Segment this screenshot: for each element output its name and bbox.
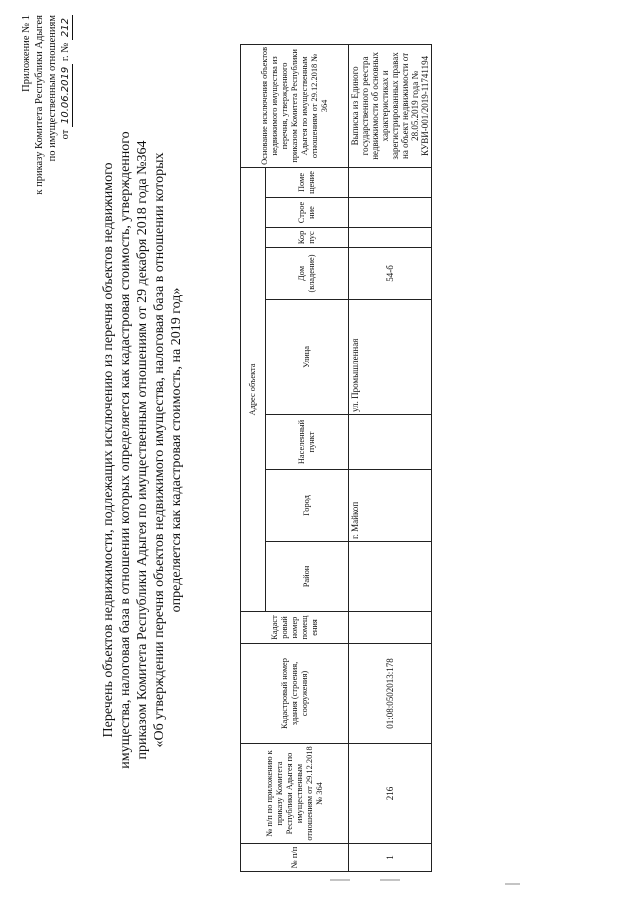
col-header-basis: Основание исключения объектов недвижимого имущества из перечня, утвержденного приказом Комитета Республики Адыгея по имущественным отношениям от 29.12.2018 № 364 [241, 44, 349, 167]
title-line-3: приказом Комитета Республики Адыгея по имущественным отношениям от 29 декабря 2018 года №364 [135, 140, 150, 760]
col-header-district: Район [266, 542, 349, 612]
appendix-line-2: к приказу Комитета Республики Адыгея [34, 15, 45, 195]
col-header-address-group: Адрес объекта [241, 167, 266, 611]
cell-city: г. Майкоп [349, 470, 432, 542]
cell-cadastral-building: 01:08:0502013:178 [349, 644, 432, 744]
col-header-num: № п/п [241, 844, 349, 872]
cell-street: ул. Промышленная [349, 300, 432, 415]
cell-num: 1 [349, 844, 432, 872]
col-header-city: Город [266, 470, 349, 542]
col-header-house: Дом (владение) [266, 248, 349, 300]
col-header-premise: Помещение [266, 167, 349, 197]
col-header-cadastral-room: Кадастровый номер помещения [241, 612, 349, 644]
cell-basis: Выписка из Единого государственного реестра недвижимости об основных характеристиках и зарегистрированных правах на объект недвижимости от 28.05.2019 года № КУВИ-001/2019-11741194 [349, 44, 432, 167]
col-header-building: Строение [266, 198, 349, 228]
col-header-num-appendix: № п/п по приложению к приказу Комитета Республики Адыгея по имущественным отношениям от 29.12.2018 № 364 [241, 744, 349, 844]
cell-num-appendix: 216 [349, 744, 432, 844]
title-line-5: определяется как кадастровая стоимость, на 2019 год» [169, 287, 184, 613]
col-header-settlement: Населенный пункт [266, 415, 349, 470]
title-line-1: Перечень объектов недвижимости, подлежащих исключению из перечня объектов недвижимого [101, 162, 116, 738]
appendix-line-3: по имущественным отношениям [47, 15, 58, 162]
col-header-korpus: Корпус [266, 228, 349, 248]
appendix-date-prefix: от [60, 129, 71, 140]
appendix-number-prefix: г. № [60, 42, 71, 62]
cell-house: 54-б [349, 248, 432, 300]
col-header-street: Улица [266, 300, 349, 415]
appendix-number-handwritten: 212 [59, 15, 73, 40]
title-line-4: «Об утверждении перечня объектов недвижимого имущества, налоговая база в отношении которых [152, 152, 167, 748]
title-line-2: имущества, налоговая база в отношении которых определяется как кадастровая стоимость, утвержденного [118, 131, 133, 769]
appendix-line-1: Приложение № 1 [21, 15, 32, 92]
col-header-cadastral-building: Кадастровый номер здания (строения, сооружения) [241, 644, 349, 744]
appendix-date-handwritten: 10.06.2019 [59, 64, 73, 127]
